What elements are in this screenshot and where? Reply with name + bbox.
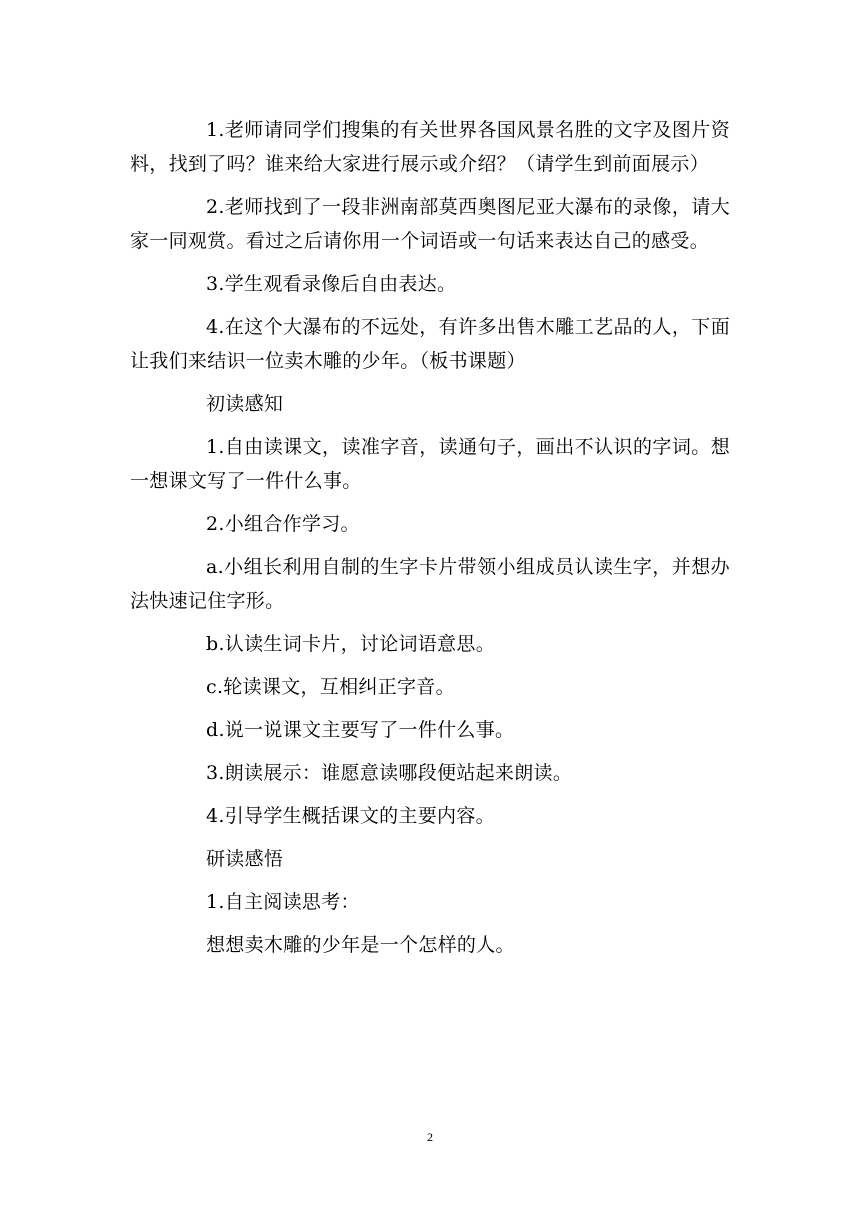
paragraph-summarize: 4.引导学生概括课文的主要内容。 [206,805,495,827]
paragraph-step-b: b.认读生词卡片，讨论词语意思。 [206,633,496,655]
section-heading-study: 研读感悟 [206,848,284,870]
section-heading-first-reading: 初读感知 [206,393,284,415]
paragraph-introduce-title: 4.在这个大瀑布的不远处，有许多出售木雕工艺品的人，下面让我们来结识一位卖木雕的少年。（板书课题） [130,316,730,372]
paragraph-free-expression: 3.学生观看录像后自由表达。 [206,273,457,295]
paragraph-group-study: 2.小组合作学习。 [206,513,360,535]
paragraph-step-d: d.说一说课文主要写了一件什么事。 [206,719,515,741]
page-number: 2 [427,1130,433,1144]
paragraph-step-a: a.小组长利用自制的生字卡片带领小组成员认读生字，并想办法快速记住字形。 [130,556,730,612]
paragraph-reading-show: 3.朗读展示：谁愿意读哪段便站起来朗读。 [206,762,573,784]
paragraph-step-c: c.轮读课文，互相纠正字音。 [206,676,455,698]
paragraph-collect-materials: 1.老师请同学们搜集的有关世界各国风景名胜的文字及图片资料，找到了吗？谁来给大家进行展示或介绍？（请学生到前面展示） [130,119,730,175]
paragraph-free-reading: 1.自由读课文，读准字音，读通句子，画出不认识的字词。想一想课文写了一件什么事。 [130,436,730,492]
paragraph-think-about-boy: 想想卖木雕的少年是一个怎样的人。 [206,934,515,956]
paragraph-self-reading: 1.自主阅读思考： [206,891,360,913]
page-body [130,113,730,962]
paragraph-waterfall-video: 2.老师找到了一段非洲南部莫西奥图尼亚大瀑布的录像，请大家一同观赏。看过之后请你用一个词语或一句话来表达自己的感受。 [130,196,730,252]
